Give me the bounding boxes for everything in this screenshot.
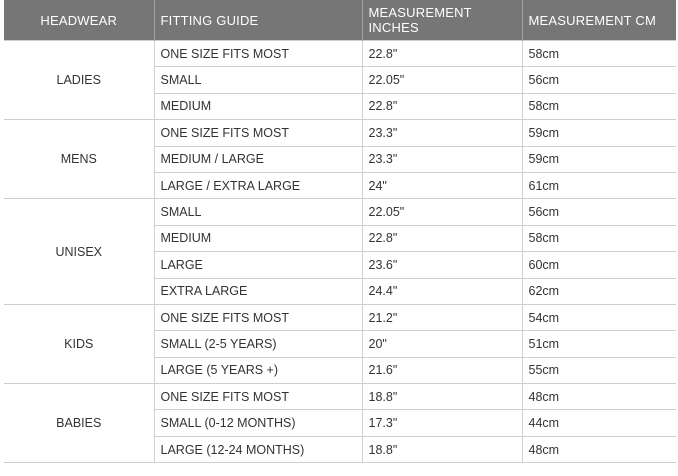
table-row [4,384,676,410]
inches-cell: 23.3" [362,120,522,146]
table-row [4,41,676,67]
cm-cell: 58cm [522,225,676,251]
table-header [4,0,676,41]
cm-cell: 44cm [522,410,676,436]
fitting-guide-cell: EXTRA LARGE [154,278,362,304]
fitting-guide-cell: LARGE [154,252,362,278]
fitting-guide-cell: SMALL [154,67,362,93]
table-row [4,199,676,225]
inches-cell: 24" [362,172,522,198]
fitting-guide-cell: ONE SIZE FITS MOST [154,41,362,67]
inches-cell: 21.6" [362,357,522,383]
headwear-group-babies: BABIES [4,384,154,463]
cm-cell: 48cm [522,436,676,462]
cm-cell: 58cm [522,93,676,119]
header-row [4,0,676,41]
inches-cell: 23.6" [362,252,522,278]
fitting-guide-cell: ONE SIZE FITS MOST [154,120,362,146]
inches-cell: 18.8" [362,384,522,410]
fitting-guide-cell: MEDIUM / LARGE [154,146,362,172]
inches-cell: 22.8" [362,93,522,119]
headwear-group-kids: KIDS [4,304,154,383]
fitting-guide-cell: MEDIUM [154,225,362,251]
inches-cell: 22.05" [362,67,522,93]
cm-cell: 62cm [522,278,676,304]
inches-cell: 22.8" [362,41,522,67]
size-guide-table [4,0,676,463]
header-measurement-cm: MEASUREMENT CM [522,0,676,41]
inches-cell: 18.8" [362,436,522,462]
table-row [4,120,676,146]
inches-cell: 17.3" [362,410,522,436]
inches-cell: 20" [362,331,522,357]
fitting-guide-cell: ONE SIZE FITS MOST [154,384,362,410]
header-measurement-inches: MEASUREMENT INCHES [362,0,522,41]
table-body [4,41,676,463]
fitting-guide-cell: LARGE (5 YEARS +) [154,357,362,383]
fitting-guide-cell: SMALL (0-12 MONTHS) [154,410,362,436]
inches-cell: 22.05" [362,199,522,225]
cm-cell: 55cm [522,357,676,383]
header-headwear: HEADWEAR [4,0,154,41]
fitting-guide-cell: LARGE (12-24 MONTHS) [154,436,362,462]
inches-cell: 22.8" [362,225,522,251]
cm-cell: 60cm [522,252,676,278]
headwear-group-ladies: LADIES [4,41,154,120]
cm-cell: 51cm [522,331,676,357]
cm-cell: 58cm [522,41,676,67]
headwear-group-mens: MENS [4,120,154,199]
headwear-group-unisex: UNISEX [4,199,154,305]
fitting-guide-cell: SMALL (2-5 YEARS) [154,331,362,357]
cm-cell: 61cm [522,172,676,198]
fitting-guide-cell: LARGE / EXTRA LARGE [154,172,362,198]
header-fitting-guide: FITTING GUIDE [154,0,362,41]
cm-cell: 48cm [522,384,676,410]
cm-cell: 59cm [522,146,676,172]
inches-cell: 21.2" [362,304,522,330]
cm-cell: 56cm [522,67,676,93]
inches-cell: 23.3" [362,146,522,172]
cm-cell: 56cm [522,199,676,225]
table-row [4,304,676,330]
cm-cell: 59cm [522,120,676,146]
fitting-guide-cell: ONE SIZE FITS MOST [154,304,362,330]
inches-cell: 24.4" [362,278,522,304]
cm-cell: 54cm [522,304,676,330]
fitting-guide-cell: MEDIUM [154,93,362,119]
fitting-guide-cell: SMALL [154,199,362,225]
